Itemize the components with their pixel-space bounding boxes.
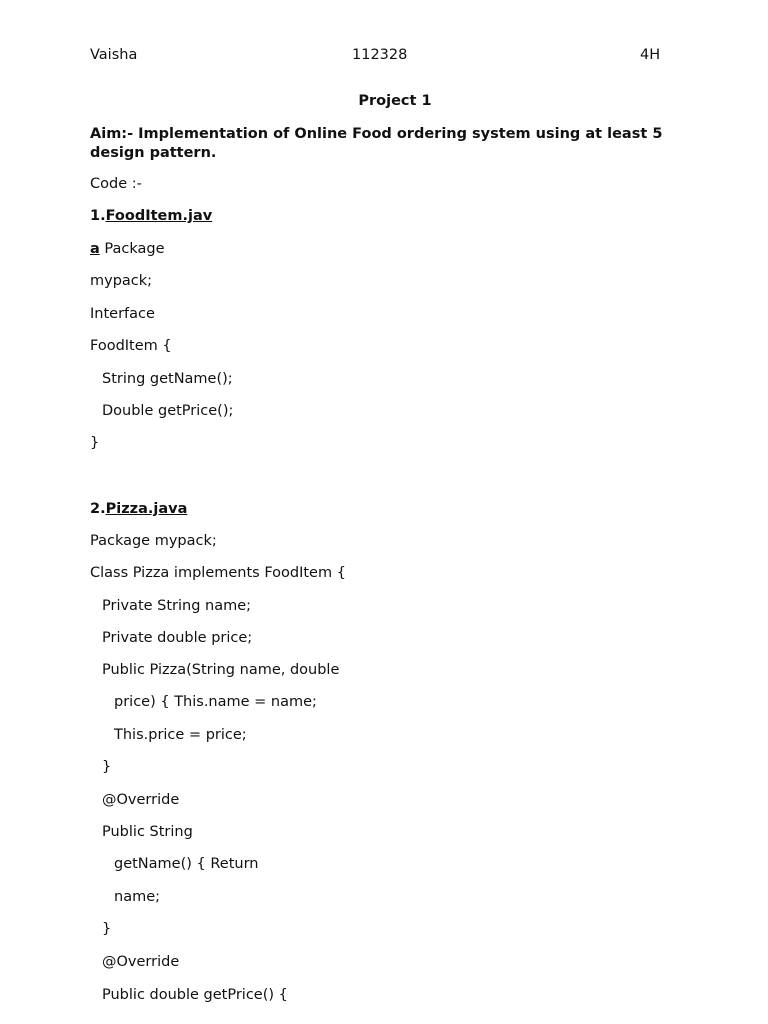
code-line: FoodItem { <box>90 338 172 354</box>
document-title: Project 1 <box>358 93 432 109</box>
code-line: Interface <box>90 306 155 322</box>
roll-number: 112328 <box>352 47 408 63</box>
section-number: 2. <box>90 501 106 517</box>
code-line: Class Pizza implements FoodItem { <box>90 565 346 581</box>
code-line-text: Package <box>99 241 165 257</box>
code-line: Public Pizza(String name, double <box>102 662 340 678</box>
code-line: Private double price; <box>102 630 253 646</box>
code-line-marker: a <box>90 241 100 257</box>
code-line: } <box>102 759 112 775</box>
code-line <box>90 240 165 258</box>
code-line: Private String name; <box>102 598 252 614</box>
code-line: Double getPrice(); <box>102 403 234 419</box>
section-number: 1. <box>90 208 106 224</box>
code-line: name; <box>114 889 161 905</box>
student-name: Vaisha <box>90 47 138 63</box>
code-line: @Override <box>102 792 180 808</box>
section-heading-pizza <box>90 500 187 518</box>
code-line: This.price = price; <box>114 727 247 743</box>
code-line: Package mypack; <box>90 533 217 549</box>
code-line: mypack; <box>90 273 153 289</box>
code-line: @Override <box>102 954 180 970</box>
class-division: 4H <box>640 47 661 63</box>
code-line: Public String <box>102 824 193 840</box>
code-line: price) { This.name = name; <box>114 694 317 710</box>
code-label: Code :- <box>90 176 142 192</box>
section-heading-fooditem <box>90 207 212 225</box>
code-line: Public double getPrice() { <box>102 987 288 1003</box>
section-filename: FoodItem.jav <box>105 208 213 224</box>
code-line: String getName(); <box>102 371 233 387</box>
code-line: } <box>102 921 112 937</box>
aim-statement: Aim:- Implementation of Online Food ordering system using at least 5 design pattern. <box>90 126 663 161</box>
code-line: } <box>90 435 100 451</box>
code-line: getName() { Return <box>114 856 259 872</box>
section-filename: Pizza.java <box>105 501 188 517</box>
